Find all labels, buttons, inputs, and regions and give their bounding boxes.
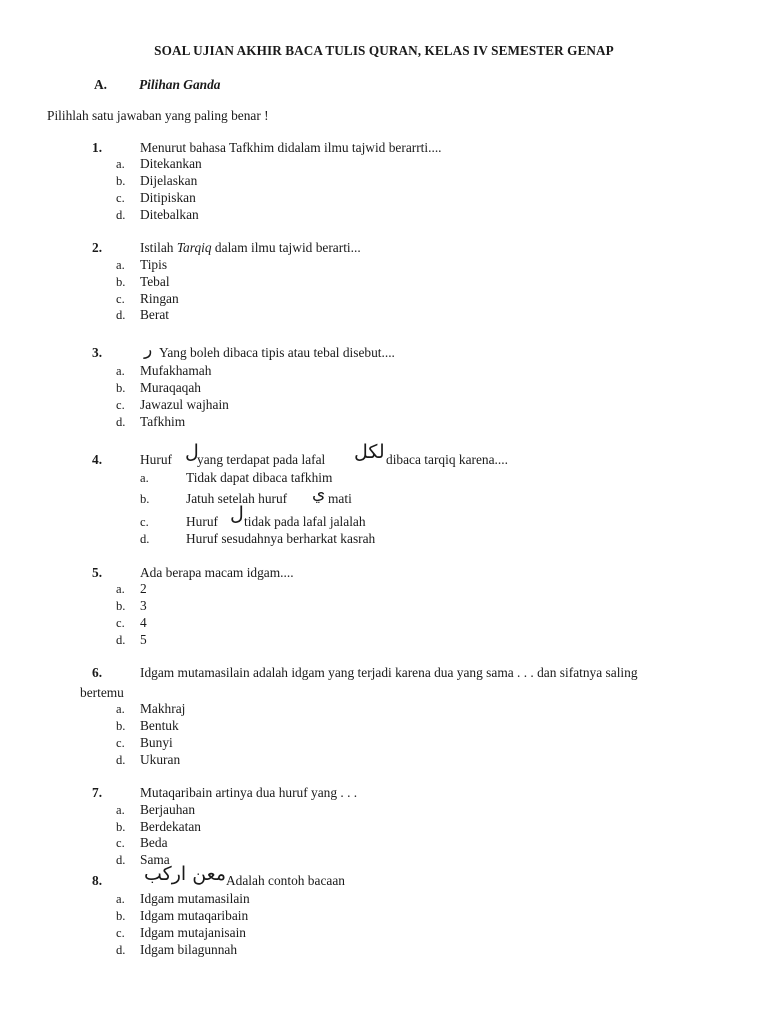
- option-text: Ringan: [140, 291, 179, 306]
- option-letter: d.: [116, 208, 126, 222]
- arabic-letter-lam: ل: [230, 503, 244, 525]
- option-text: Sama: [140, 852, 170, 867]
- option-letter: a.: [140, 471, 149, 485]
- question-text: Idgam mutamasilain adalah idgam yang terjadi karena dua yang sama . . . dan sifatnya saling: [140, 665, 638, 680]
- option-text: Huruf sesudahnya berharkat kasrah: [186, 531, 376, 546]
- option-text: Tafkhim: [140, 414, 186, 429]
- option-text: Tidak dapat dibaca tafkhim: [186, 470, 333, 485]
- question-text: Mutaqaribain artinya dua huruf yang . . .: [140, 785, 358, 800]
- option-letter: a.: [116, 803, 125, 817]
- option-text: Bentuk: [140, 718, 179, 733]
- option-text: Bunyi: [140, 735, 173, 750]
- option-letter: b.: [116, 820, 126, 834]
- option-letter: d.: [116, 753, 126, 767]
- option-letter: a.: [116, 157, 125, 171]
- option-text: Idgam bilagunnah: [140, 942, 238, 957]
- arabic-letter-ya: ي: [312, 484, 326, 504]
- option-letter: a.: [116, 364, 125, 378]
- arabic-phrase: معن اركب: [144, 863, 227, 885]
- question-number: 7.: [92, 785, 103, 800]
- option-letter: b.: [116, 174, 126, 188]
- arabic-word: لكل: [354, 441, 385, 463]
- question-text: Huruf: [140, 452, 172, 467]
- option-letter: c.: [116, 191, 125, 205]
- question-text: Adalah contoh bacaan: [226, 873, 345, 888]
- option-text: Berdekatan: [140, 819, 201, 834]
- option-letter: c.: [116, 736, 125, 750]
- option-letter: c.: [116, 836, 125, 850]
- option-letter: b.: [116, 275, 126, 289]
- option-text: Makhraj: [140, 701, 186, 716]
- option-letter: c.: [116, 926, 125, 940]
- instruction: Pilihlah satu jawaban yang paling benar !: [47, 108, 269, 123]
- option-letter: c.: [116, 616, 125, 630]
- option-text: Muraqaqah: [140, 380, 201, 395]
- option-text: Mufakhamah: [140, 363, 212, 378]
- option-text: Dijelaskan: [140, 173, 198, 188]
- option-letter: b.: [116, 381, 126, 395]
- question-text: Yang boleh dibaca tipis atau tebal disebut....: [159, 345, 395, 360]
- option-text: 4: [140, 615, 147, 630]
- option-text: tidak pada lafal jalalah: [244, 514, 366, 529]
- question-number: 8.: [92, 873, 103, 888]
- option-letter: d.: [116, 853, 126, 867]
- option-text: Tipis: [140, 257, 168, 272]
- option-text: Idgam mutaqaribain: [140, 908, 249, 923]
- arabic-letter-lam: ل: [185, 441, 199, 463]
- option-letter: d.: [116, 943, 126, 957]
- option-text: Ditekankan: [140, 156, 202, 171]
- option-text: Jawazul wajhain: [140, 397, 229, 412]
- option-letter: b.: [140, 492, 150, 506]
- option-letter: d.: [116, 633, 126, 647]
- option-text: 3: [140, 598, 147, 613]
- question-text: Menurut bahasa Tafkhim didalam ilmu tajwid berarrti....: [140, 140, 442, 155]
- section-title: Pilihan Ganda: [139, 77, 221, 92]
- option-letter: b.: [116, 719, 126, 733]
- question-number: 6.: [92, 665, 103, 680]
- question-number: 4.: [92, 452, 103, 467]
- section-letter: A.: [94, 77, 108, 92]
- page-title: SOAL UJIAN AKHIR BACA TULIS QURAN, KELAS IV SEMESTER GENAP: [154, 43, 614, 58]
- question-number: 1.: [92, 140, 103, 155]
- option-letter: d.: [116, 415, 126, 429]
- option-letter: a.: [116, 702, 125, 716]
- question-text: dibaca tarqiq karena....: [386, 452, 508, 467]
- option-letter: a.: [116, 582, 125, 596]
- option-text: 5: [140, 632, 147, 647]
- option-text: Ditipiskan: [140, 190, 196, 205]
- question-text-continued: bertemu: [80, 685, 124, 700]
- option-letter: c.: [140, 515, 149, 529]
- option-letter: a.: [116, 258, 125, 272]
- option-letter: a.: [116, 892, 125, 906]
- option-text: Idgam mutajanisain: [140, 925, 246, 940]
- question-text: Ada berapa macam idgam....: [140, 565, 294, 580]
- question-number: 3.: [92, 345, 103, 360]
- option-letter: c.: [116, 398, 125, 412]
- option-text: Berat: [140, 307, 169, 322]
- question-text: yang terdapat pada lafal: [197, 452, 326, 467]
- option-text: Idgam mutamasilain: [140, 891, 250, 906]
- option-letter: b.: [116, 599, 126, 613]
- option-text: Tebal: [140, 274, 170, 289]
- question-number: 2.: [92, 240, 103, 255]
- question-text: Istilah Tarqiq dalam ilmu tajwid berarti...: [140, 240, 361, 255]
- option-text: Berjauhan: [140, 802, 196, 817]
- option-letter: c.: [116, 292, 125, 306]
- option-letter: d.: [140, 532, 150, 546]
- option-letter: b.: [116, 909, 126, 923]
- option-text: 2: [140, 581, 147, 596]
- option-text: mati: [328, 491, 352, 506]
- question-number: 5.: [92, 565, 103, 580]
- option-text: Ukuran: [140, 752, 181, 767]
- option-text: Huruf: [186, 514, 218, 529]
- option-text: Beda: [140, 835, 168, 850]
- arabic-letter-ra: ر: [144, 340, 153, 360]
- option-letter: d.: [116, 308, 126, 322]
- option-text: Ditebalkan: [140, 207, 199, 222]
- option-text: Jatuh setelah huruf: [186, 491, 288, 506]
